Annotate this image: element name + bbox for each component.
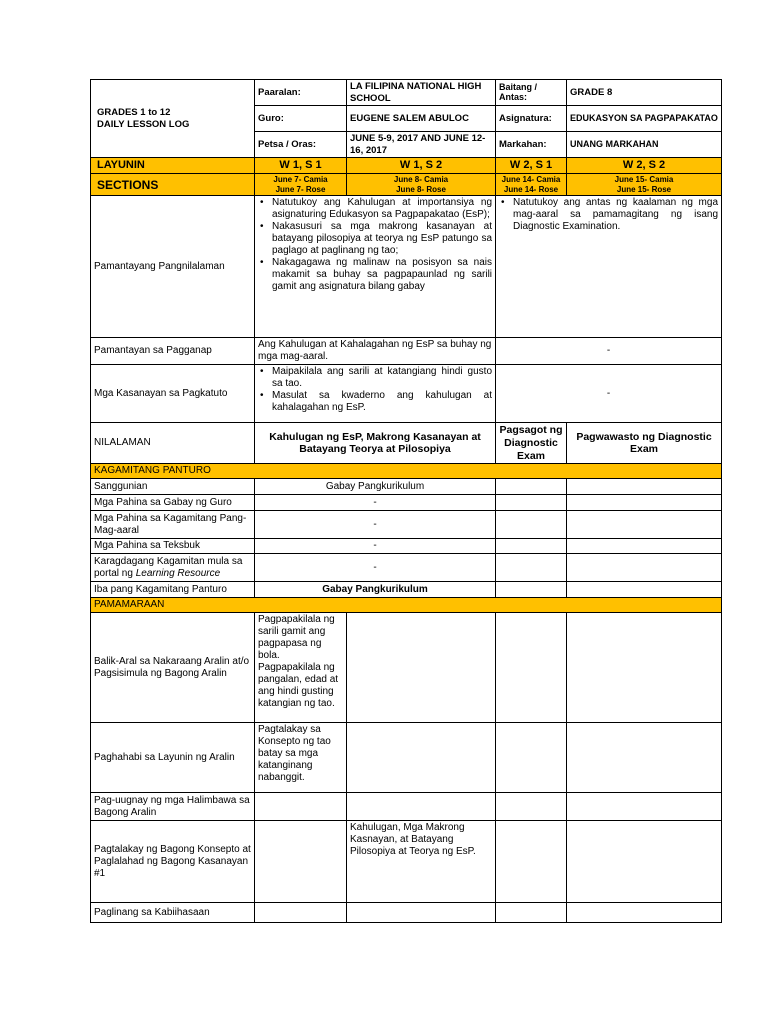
- paaralan-value: LA FILIPINA NATIONAL HIGH SCHOOL: [347, 80, 496, 106]
- section-dates-3: June 14- Camia June 14- Rose: [496, 174, 567, 196]
- markahan-label: Markahan:: [496, 132, 567, 158]
- week-2-session-1: W 2, S 1: [496, 158, 567, 174]
- layunin-label: LAYUNIN: [91, 158, 255, 174]
- section-dates-2: June 8- Camia June 8- Rose: [347, 174, 496, 196]
- section-dates-4: June 15- Camia June 15- Rose: [567, 174, 722, 196]
- pahina-kagamitan-value: -: [255, 511, 496, 539]
- pamamaraan-section-header: PAMAMARAAN: [91, 598, 722, 613]
- week-1-session-2: W 1, S 2: [347, 158, 496, 174]
- sanggunian-value: Gabay Pangkurikulum: [255, 479, 496, 495]
- pagganap-content-a: Ang Kahulugan at Kahalagahan ng EsP sa buhay ng mga mag-aaral.: [255, 338, 496, 365]
- section-dates-1: June 7- Camia June 7- Rose: [255, 174, 347, 196]
- asignatura-label: Asignatura:: [496, 106, 567, 132]
- list-item: • Masulat sa kwaderno ang kahulugan at kahalagahan ng EsP.: [268, 390, 492, 414]
- guro-label: Guro:: [255, 106, 347, 132]
- pagtalakay-label: Pagtalakay ng Bagong Konsepto at Paglalahad ng Bagong Kasanayan #1: [91, 821, 255, 903]
- pagganap-content-b: -: [496, 338, 722, 365]
- guro-value: EUGENE SALEM ABULOC: [347, 106, 496, 132]
- week-2-session-2: W 2, S 2: [567, 158, 722, 174]
- paaralan-label: Paaralan:: [255, 80, 347, 106]
- nilalaman-content-a: Kahulugan ng EsP, Makrong Kasanayan at Batayang Teorya at Pilosopiya: [255, 423, 496, 464]
- baitang-label: Baitang / Antas:: [496, 80, 567, 106]
- paghahabi-label: Paghahabi sa Layunin ng Aralin: [91, 723, 255, 793]
- pahina-teksbuk-label: Mga Pahina sa Teksbuk: [91, 539, 255, 554]
- paghahabi-content-a: Pagtalakay sa Konsepto ng tao batay sa mga katanginang nabanggit.: [255, 723, 347, 793]
- pagganap-label: Pamantayan sa Pagganap: [91, 338, 255, 365]
- sections-label: SECTIONS: [91, 174, 255, 196]
- pagkatuto-content-b: -: [496, 365, 722, 423]
- baitang-value: GRADE 8: [567, 80, 722, 106]
- pagkatuto-label: Mga Kasanayan sa Pagkatuto: [91, 365, 255, 423]
- markahan-value: UNANG MARKAHAN: [567, 132, 722, 158]
- list-item: • Natutukoy ang antas ng kaalaman ng mga mag-aaral sa pamamagitang ng isang Diagnostic Examination.: [509, 197, 718, 233]
- petsa-label: Petsa / Oras:: [255, 132, 347, 158]
- kagamitan-section-header: KAGAMITANG PANTURO: [91, 464, 722, 479]
- sanggunian-label: Sanggunian: [91, 479, 255, 495]
- pag-uugnay-label: Pag-uugnay ng mga Halimbawa sa Bagong Aralin: [91, 793, 255, 821]
- pahina-gabay-label: Mga Pahina sa Gabay ng Guro: [91, 495, 255, 511]
- nilalaman-content-c: Pagsagot ng Diagnostic Exam: [496, 423, 567, 464]
- pagkatuto-content-a: [255, 365, 496, 423]
- balik-aral-label: Balik-Aral sa Nakaraang Aralin at/o Pagsisimula ng Bagong Aralin: [91, 613, 255, 723]
- list-item: • Nakagagawa ng malinaw na posisyon sa nais makamit sa buhay sa pagpapaunlad ng sarili gamit ang asignatura bilang gabay: [268, 257, 492, 293]
- pahina-teksbuk-value: -: [255, 539, 496, 554]
- nilalaman-label: NILALAMAN: [91, 423, 255, 464]
- iba-pang-value: Gabay Pangkurikulum: [255, 582, 496, 598]
- pangnilalaman-content-a: [255, 196, 496, 338]
- pagtalakay-content-b: Kahulugan, Mga Makrong Kasnayan, at Batayang Pilosopiya at Teorya ng EsP.: [347, 821, 496, 903]
- pahina-gabay-value: -: [255, 495, 496, 511]
- karagdagang-value: -: [255, 554, 496, 582]
- karagdagang-label: Karagdagang Kagamitan mula sa portal ng Learning Resource: [91, 554, 255, 582]
- list-item: • Natutukoy ang Kahulugan at importansiya ng asignaturing Edukasyon sa Pagpapakatao (EsP);: [268, 197, 492, 221]
- pangnilalaman-content-b: [496, 196, 722, 338]
- asignatura-value: EDUKASYON SA PAGPAPAKATAO: [567, 106, 722, 132]
- paglinang-label: Paglinang sa Kabiihasaan: [91, 903, 255, 923]
- week-1-session-1: W 1, S 1: [255, 158, 347, 174]
- nilalaman-content-d: Pagwawasto ng Diagnostic Exam: [567, 423, 722, 464]
- pahina-kagamitan-label: Mga Pahina sa Kagamitang Pang-Mag-aaral: [91, 511, 255, 539]
- pangnilalaman-label: Pamantayang Pangnilalaman: [91, 196, 255, 338]
- list-item: • Nakasusuri sa mga makrong kasanayan at batayang pilosopiya at teorya ng EsP patungo sa paglago at paglinang ng tao;: [268, 221, 492, 257]
- daily-lesson-log-table: [90, 79, 722, 923]
- lesson-log-title: GRADES 1 to 12 DAILY LESSON LOG: [91, 80, 255, 158]
- petsa-value: JUNE 5-9, 2017 AND JUNE 12-16, 2017: [347, 132, 496, 158]
- list-item: • Maipakilala ang sarili at katangiang hindi gusto sa tao.: [268, 366, 492, 390]
- iba-pang-label: Iba pang Kagamitang Panturo: [91, 582, 255, 598]
- balik-aral-content-a: Pagpapakilala ng sarili gamit ang pagpapasa ng bola. Pagpapakilala ng pangalan, edad at ang hindi gusting katangian ng tao.: [255, 613, 347, 723]
